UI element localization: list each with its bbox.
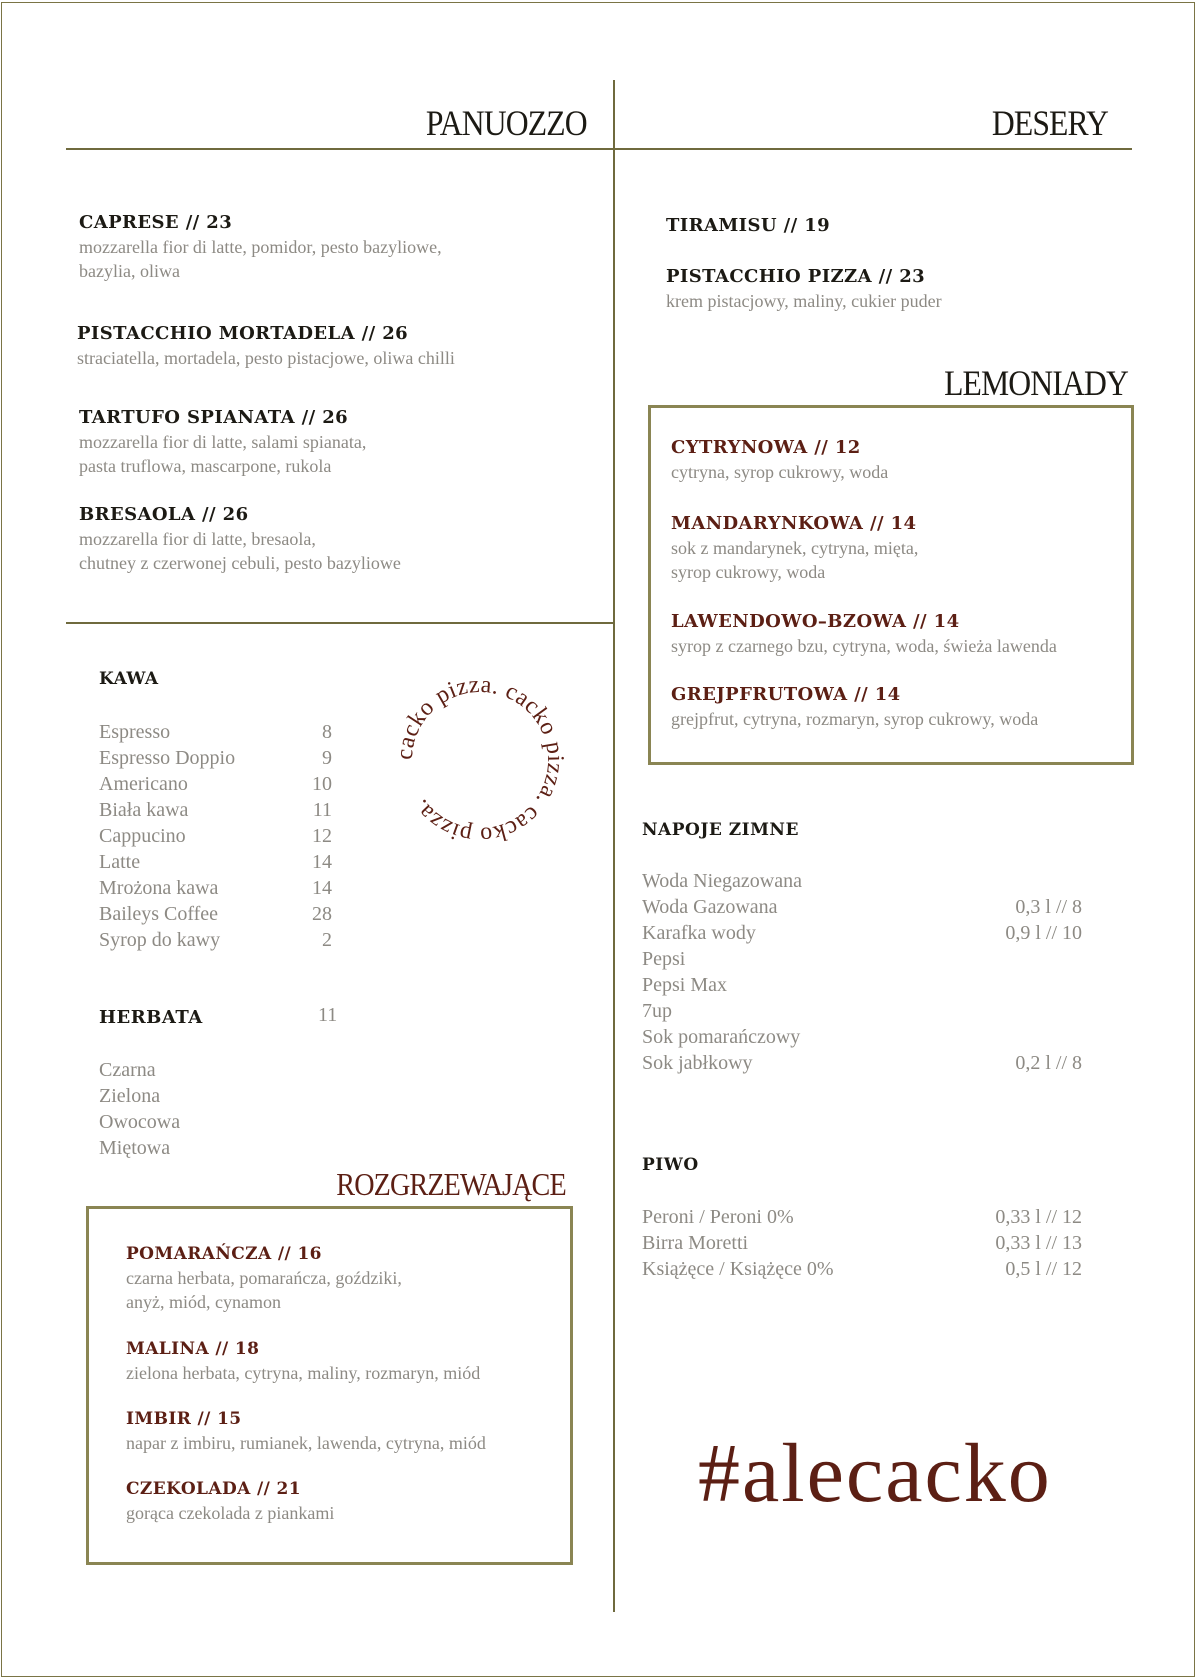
- item-price: 0,33 l // 12: [995, 1206, 1082, 1228]
- item-price: 10: [312, 773, 332, 795]
- item-name: BRESAOLA // 26: [79, 504, 249, 525]
- item-price: 0,3 l // 8: [1015, 896, 1082, 918]
- item-price: 9: [322, 747, 332, 769]
- item-label: Biała kawa: [99, 799, 189, 821]
- item-price: 8: [322, 721, 332, 743]
- item-label: Birra Moretti: [642, 1232, 749, 1254]
- item-name: PISTACCHIO PIZZA // 23: [666, 266, 926, 287]
- item-price: 14: [312, 851, 332, 873]
- lemoniady-item: [671, 512, 918, 584]
- item-desc: czarna herbata, pomarańcza, goździki,: [126, 1268, 402, 1288]
- badge-text: cacko pizza. cacko pizza. cacko pizza.: [391, 671, 569, 849]
- item-label: Sok pomarańczowy: [642, 1026, 801, 1048]
- rozgrzewajace-item: [126, 1242, 402, 1314]
- item-price: 0,9 l // 10: [1005, 922, 1082, 944]
- list-item: [99, 823, 334, 849]
- item-label: Książęce / Książęce 0%: [642, 1258, 834, 1280]
- item-price: 14: [312, 877, 332, 899]
- item-price: 0,5 l // 12: [1005, 1258, 1082, 1280]
- item-price: 11: [312, 799, 332, 821]
- item-desc: gorąca czekolada z piankami: [126, 1503, 335, 1523]
- item-name: IMBIR // 15: [126, 1409, 242, 1429]
- item-desc: syrop cukrowy, woda: [671, 562, 826, 582]
- panuozzo-item: [79, 503, 401, 575]
- item-label: Espresso: [99, 721, 171, 743]
- list-item: [642, 894, 1082, 920]
- item-label: Cappucino: [99, 825, 186, 847]
- lemoniady-item: [671, 436, 888, 484]
- list-item: [99, 797, 334, 823]
- lemoniady-title: LEMONIADY: [944, 363, 1128, 403]
- list-item: [642, 1256, 1082, 1282]
- item-desc: mozzarella fior di latte, pomidor, pesto bazyliowe,: [79, 237, 442, 257]
- list-item: Miętowa: [99, 1137, 171, 1159]
- desery-item: [666, 214, 830, 238]
- lemoniady-item: [671, 683, 1038, 731]
- item-desc: chutney z czerwonej cebuli, pesto bazyliowe: [79, 553, 401, 573]
- item-name: POMARAŃCZA // 16: [126, 1244, 322, 1264]
- rozgrzewajace-item: [126, 1337, 480, 1385]
- item-label: Woda Niegazowana: [642, 870, 802, 892]
- item-name: TIRAMISU // 19: [666, 215, 831, 236]
- item-label: Woda Gazowana: [642, 896, 778, 918]
- item-name: GREJPFRUTOWA // 14: [671, 684, 901, 705]
- item-label: Pepsi: [642, 948, 686, 970]
- item-name: MALINA // 18: [126, 1339, 260, 1359]
- item-desc: bazylia, oliwa: [79, 261, 180, 281]
- item-desc: mozzarella fior di latte, bresaola,: [79, 529, 316, 549]
- item-price: 0,33 l // 13: [995, 1232, 1082, 1254]
- item-label: Baileys Coffee: [99, 903, 219, 925]
- hashtag: #alecacko: [698, 1427, 1052, 1520]
- panuozzo-item: [79, 406, 366, 478]
- panuozzo-item: [77, 322, 455, 370]
- item-label: Americano: [99, 773, 188, 795]
- svg-text:cacko pizza. cacko pizza. cack: [392, 672, 568, 848]
- item-name: LAWENDOWO–BZOWA // 14: [671, 611, 960, 632]
- kawa-title: KAWA: [99, 669, 159, 689]
- item-label: Pepsi Max: [642, 974, 727, 996]
- item-name: CZEKOLADA // 21: [126, 1479, 302, 1499]
- list-item: Owocowa: [99, 1111, 181, 1133]
- item-desc: krem pistacjowy, maliny, cukier puder: [666, 291, 942, 311]
- herbata-list: [99, 1057, 319, 1161]
- item-label: Peroni / Peroni 0%: [642, 1206, 794, 1228]
- list-item: [99, 901, 334, 927]
- list-item: [642, 1050, 1082, 1076]
- item-label: Espresso Doppio: [99, 747, 236, 769]
- cacko-pizza-circle-logo: [385, 665, 575, 855]
- item-desc: pasta truflowa, mascarpone, rukola: [79, 456, 332, 476]
- list-item: [642, 1230, 1082, 1256]
- mid-left-divider: [66, 622, 614, 624]
- item-name: PISTACCHIO MORTADELA // 26: [77, 323, 409, 344]
- item-label: 7up: [642, 1000, 672, 1022]
- item-name: CAPRESE // 23: [79, 212, 233, 233]
- item-price: 28: [312, 903, 332, 925]
- piwo-title: PIWO: [642, 1155, 699, 1175]
- desery-divider: [614, 148, 1132, 150]
- lemoniady-item: [671, 610, 1057, 658]
- kawa-list: [99, 719, 334, 953]
- list-item: [99, 849, 334, 875]
- item-price: 2: [322, 929, 332, 951]
- list-item: [642, 920, 1082, 946]
- piwo-list: [642, 1204, 1082, 1282]
- list-item: [642, 998, 1082, 1024]
- item-label: Karafka wody: [642, 922, 756, 944]
- item-name: MANDARYNKOWA // 14: [671, 513, 917, 534]
- item-name: TARTUFO SPIANATA // 26: [79, 407, 349, 428]
- list-item: [642, 946, 1082, 972]
- panuozzo-title: PANUOZZO: [426, 103, 587, 143]
- desery-title: DESERY: [991, 103, 1108, 143]
- list-item: [642, 1204, 1082, 1230]
- list-item: [642, 868, 1082, 894]
- list-item: Czarna: [99, 1059, 156, 1081]
- napoje-title: NAPOJE ZIMNE: [642, 820, 799, 840]
- item-desc: syrop z czarnego bzu, cytryna, woda, świeża lawenda: [671, 636, 1057, 656]
- list-item: [99, 745, 334, 771]
- item-label: Sok jabłkowy: [642, 1052, 753, 1074]
- rozgrzewajace-item: [126, 1407, 486, 1455]
- item-desc: zielona herbata, cytryna, maliny, rozmaryn, miód: [126, 1363, 481, 1383]
- item-desc: mozzarella fior di latte, salami spianata,: [79, 432, 367, 452]
- item-label: Syrop do kawy: [99, 929, 221, 951]
- list-item: [99, 719, 334, 745]
- list-item: [99, 927, 334, 953]
- item-desc: sok z mandarynek, cytryna, mięta,: [671, 538, 919, 558]
- list-item: [642, 972, 1082, 998]
- item-label: Mrożona kawa: [99, 877, 219, 899]
- list-item: [642, 1024, 1082, 1050]
- rozgrzewajace-title: ROZGRZEWAJĄCE: [336, 1166, 566, 1202]
- napoje-list: [642, 868, 1082, 1076]
- item-label: Latte: [99, 851, 141, 873]
- list-item: [99, 771, 334, 797]
- list-item: [99, 875, 334, 901]
- item-desc: napar z imbiru, rumianek, lawenda, cytryna, miód: [126, 1433, 486, 1453]
- item-desc: cytryna, syrop cukrowy, woda: [671, 462, 889, 482]
- herbata-title: HERBATA: [99, 1007, 203, 1028]
- item-desc: grejpfrut, cytryna, rozmaryn, syrop cukrowy, woda: [671, 709, 1039, 729]
- item-desc: straciatella, mortadela, pesto pistacjowe, oliwa chilli: [77, 348, 455, 368]
- panuozzo-item: [79, 211, 442, 283]
- center-divider: [613, 80, 615, 1612]
- herbata-price: 11: [318, 1004, 338, 1026]
- item-price: 0,2 l // 8: [1015, 1052, 1082, 1074]
- panuozzo-divider: [66, 148, 614, 150]
- item-name: CYTRYNOWA // 12: [671, 437, 861, 458]
- desery-item: [666, 265, 942, 313]
- rozgrzewajace-item: [126, 1477, 334, 1525]
- list-item: Zielona: [99, 1085, 161, 1107]
- item-desc: anyż, miód, cynamon: [126, 1292, 281, 1312]
- item-price: 12: [312, 825, 332, 847]
